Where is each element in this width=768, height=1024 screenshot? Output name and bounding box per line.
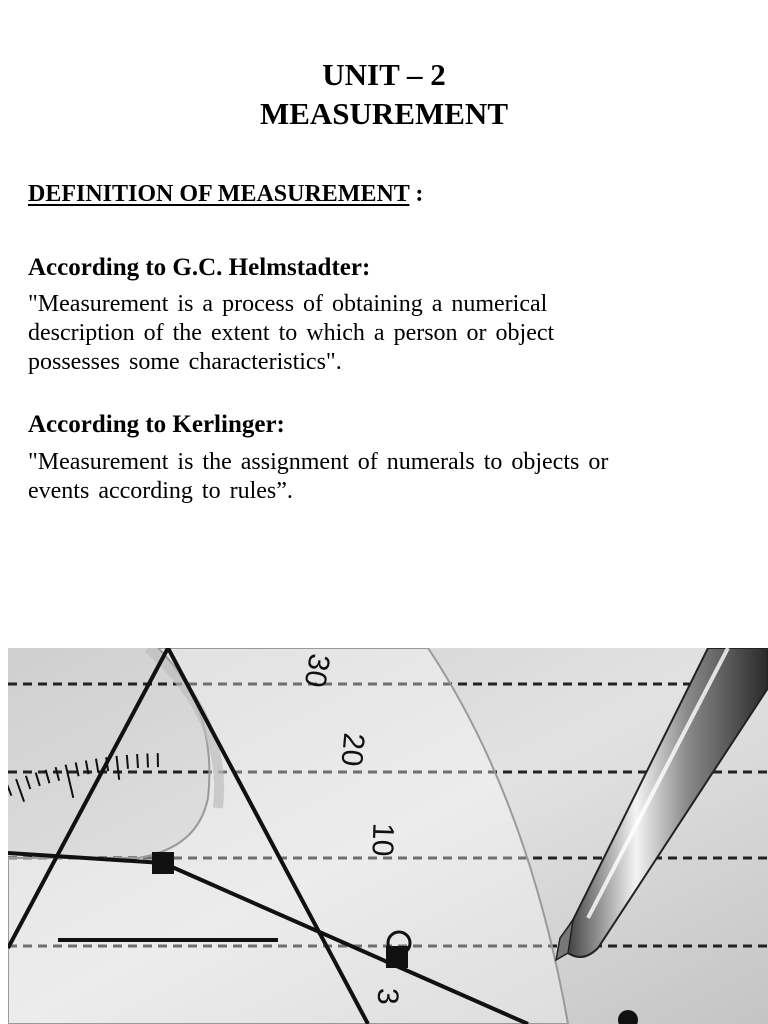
definition-heading-text: DEFINITION OF MEASUREMENT xyxy=(28,181,410,207)
page-title: MEASUREMENT xyxy=(259,96,508,131)
quote-line: description of the extent to which a person or object xyxy=(28,320,555,346)
protractor-tick xyxy=(127,755,128,769)
measurement-photo xyxy=(8,648,768,1024)
quote-line: "Measurement is the assignment of numerals to objects or xyxy=(28,449,609,475)
quote-line: possesses some characteristics". xyxy=(28,349,342,375)
protractor-label: 3 xyxy=(371,988,404,1005)
protractor-label: 10 xyxy=(365,822,400,857)
unit-title: UNIT – 2 xyxy=(322,57,446,92)
kerlinger-heading: According to Kerlinger: xyxy=(28,411,285,438)
definition-heading-suffix: : xyxy=(409,181,424,207)
quote-line: events according to rules”. xyxy=(28,478,293,504)
quote-line: "Measurement is a process of obtaining a numerical xyxy=(28,291,548,317)
helmstadter-heading: According to G.C. Helmstadter: xyxy=(28,254,371,281)
protractor-tick xyxy=(137,754,138,768)
protractor-tick xyxy=(147,754,148,768)
helmstadter-quote xyxy=(28,290,748,377)
vertex-marker xyxy=(152,852,174,874)
protractor-pen-illustration xyxy=(8,648,768,1024)
protractor-label: 20 xyxy=(334,731,371,768)
kerlinger-quote xyxy=(28,448,748,506)
protractor-label: 30 xyxy=(297,651,336,690)
definition-heading xyxy=(28,178,423,210)
